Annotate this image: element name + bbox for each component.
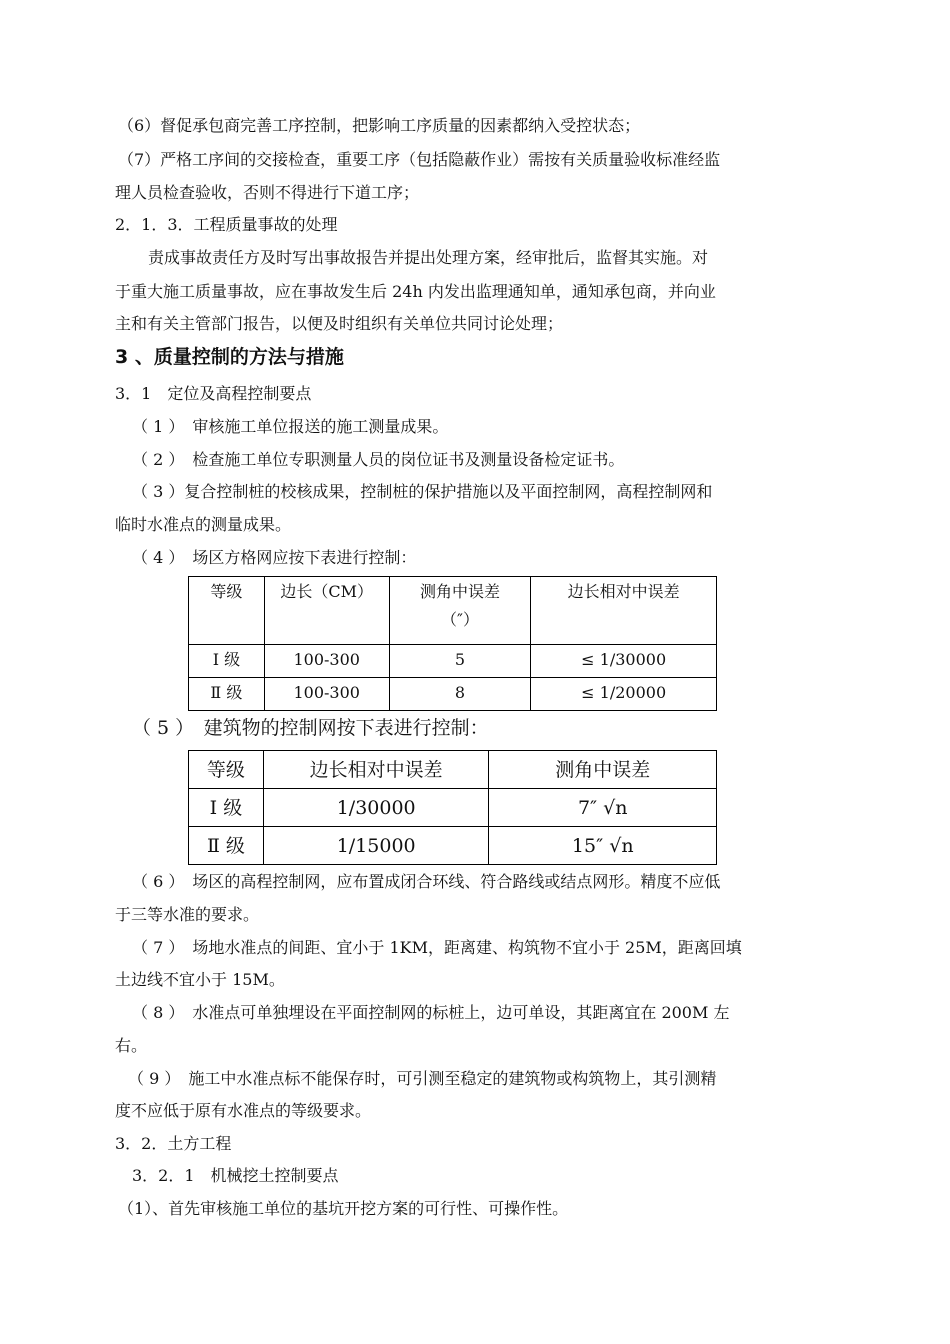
table-row — [189, 678, 717, 711]
table-row — [189, 827, 717, 865]
paragraph-line: 责成事故责任方及时写出事故报告并提出处理方案，经审批后，监督其实施。对 — [148, 248, 709, 267]
table-header-cell: 边长（CM） — [264, 577, 389, 645]
table-header-cell: 测角中误差 — [489, 751, 717, 789]
table-header-unit: （″） — [440, 610, 479, 629]
list-item: （ 7 ） 场地水准点的间距、宜小于 1KM，距离建、构筑物不宜小于 25M，距离回填 — [132, 938, 742, 957]
table-cell: Ⅰ 级 — [189, 645, 265, 678]
paragraph-line: 度不应低于原有水准点的等级要求。 — [115, 1101, 372, 1120]
paragraph-line: 于三等水准的要求。 — [115, 905, 260, 924]
paragraph-line: 临时水准点的测量成果。 — [115, 515, 292, 534]
table-row — [189, 645, 717, 678]
table-cell: 100-300 — [264, 645, 389, 678]
table-cell: 1/30000 — [263, 789, 489, 827]
list-item: （ 2 ） 检查施工单位专职测量人员的岗位证书及测量设备检定证书。 — [132, 450, 625, 469]
table-cell: Ⅰ 级 — [189, 789, 264, 827]
section-heading: 2．1．3．工程质量事故的处理 — [115, 215, 338, 234]
table-cell: ≤ 1/30000 — [531, 645, 717, 678]
table-header-cell: 等级 — [189, 577, 265, 645]
list-item: （ 6 ） 场区的高程控制网，应布置成闭合环线、符合路线或结点网形。精度不应低 — [132, 872, 721, 891]
list-item: （ 8 ） 水准点可单独埋设在平面控制网的标桩上，边可单设，其距离宜在 200M 左 — [132, 1003, 730, 1022]
paragraph-line: （7）严格工序间的交接检查，重要工序（包括隐蔽作业）需按有关质量验收标准经监 — [118, 150, 721, 169]
grid-network-table — [188, 576, 717, 711]
section-heading: 3．1 定位及高程控制要点 — [115, 384, 312, 403]
table-cell: 1/15000 — [263, 827, 489, 865]
table-header-cell: 边长相对中误差 — [531, 577, 717, 645]
chapter-heading: 3 、质量控制的方法与措施 — [115, 346, 344, 368]
section-heading: 3．2．土方工程 — [115, 1134, 232, 1153]
table-cell: 5 — [389, 645, 531, 678]
list-item: （ 9 ） 施工中水准点标不能保存时，可引测至稳定的建筑物或构筑物上，其引测精 — [128, 1069, 717, 1088]
table-cell: Ⅱ 级 — [189, 678, 265, 711]
paragraph-line: 主和有关主管部门报告，以便及时组织有关单位共同讨论处理； — [115, 314, 564, 333]
list-item: （1）、首先审核施工单位的基坑开挖方案的可行性、可操作性。 — [118, 1199, 569, 1218]
table-header-row — [189, 577, 717, 645]
paragraph-line: 于重大施工质量事故，应在事故发生后 24h 内发出监理通知单，通知承包商，并向业 — [115, 282, 716, 301]
subsection-heading: 3．2．1 机械挖土控制要点 — [132, 1166, 339, 1185]
list-item: （ 5 ） 建筑物的控制网按下表进行控制： — [132, 717, 489, 739]
paragraph-line: 土边线不宜小于 15M。 — [115, 970, 285, 989]
table-cell: 8 — [389, 678, 531, 711]
table-header-cell: 等级 — [189, 751, 264, 789]
table-header-cell: 边长相对中误差 — [263, 751, 489, 789]
table-cell: 7″ √n — [489, 789, 717, 827]
table-header-row — [189, 751, 717, 789]
table-cell: 15″ √n — [489, 827, 717, 865]
table-cell: 100-300 — [264, 678, 389, 711]
table-header-text: 测角中误差 — [419, 582, 500, 601]
paragraph-line: 右。 — [115, 1036, 148, 1055]
list-item: （ 4 ） 场区方格网应按下表进行控制： — [132, 548, 417, 567]
table-row — [189, 789, 717, 827]
table-header-cell — [389, 577, 531, 645]
paragraph-line: （6）督促承包商完善工序控制，把影响工序质量的因素都纳入受控状态； — [118, 116, 641, 135]
list-item: （ 3 ）复合控制桩的校核成果，控制桩的保护措施以及平面控制网，高程控制网和 — [132, 482, 713, 501]
paragraph-line: 理人员检查验收，否则不得进行下道工序； — [115, 183, 420, 202]
table-cell: ≤ 1/20000 — [531, 678, 717, 711]
list-item: （ 1 ） 审核施工单位报送的施工测量成果。 — [132, 417, 449, 436]
table-cell: Ⅱ 级 — [189, 827, 264, 865]
building-network-table — [188, 750, 717, 865]
